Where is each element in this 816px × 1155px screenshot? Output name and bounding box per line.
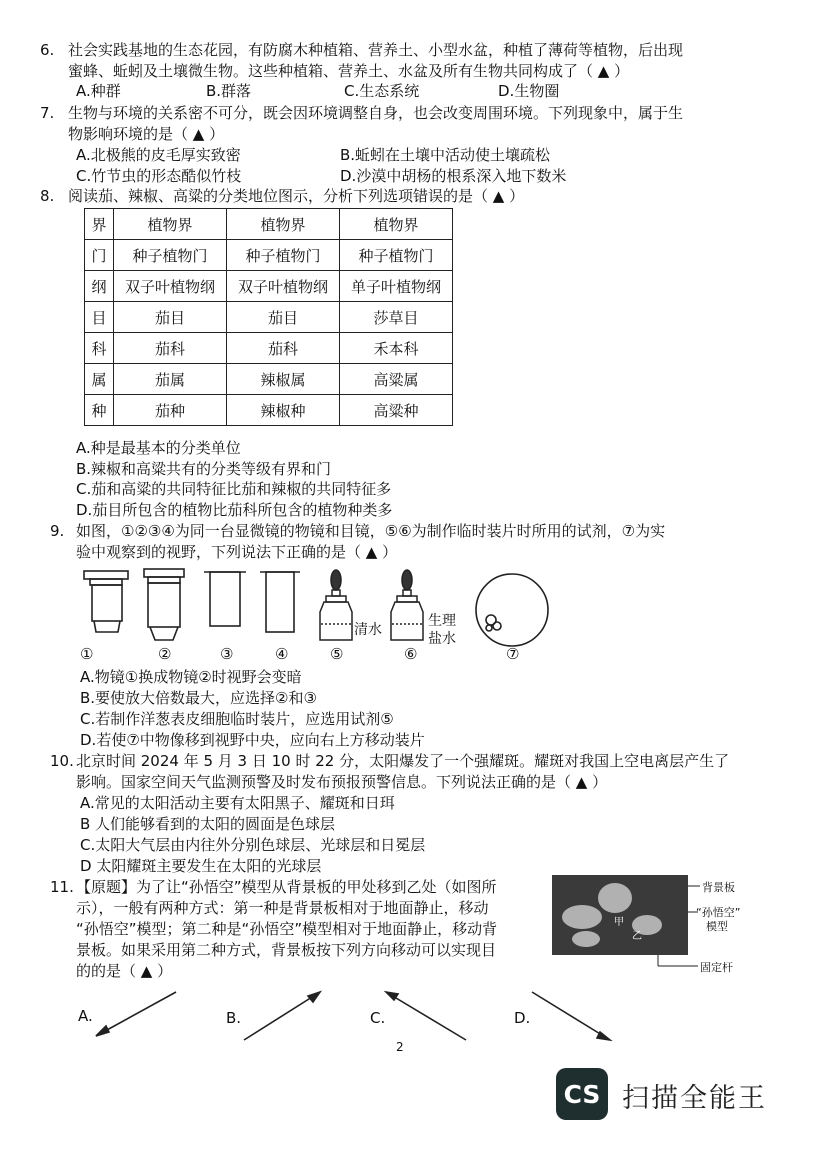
objective-lens-2 xyxy=(144,569,184,640)
field-of-view-7 xyxy=(476,574,548,646)
table-cell: 门 xyxy=(85,240,114,271)
q10-option-c: C.太阳大气层由内往外分别色球层、光球层和日冕层 xyxy=(80,836,426,854)
arrow-option-d xyxy=(532,992,610,1040)
table-cell: 禾本科 xyxy=(340,333,453,364)
q11-stem-line5: 的的是（ ▲ ） xyxy=(76,962,173,980)
q10-number: 10. xyxy=(50,752,74,770)
label-fixed-rod: 固定杆 xyxy=(700,961,733,974)
table-cell: 茄目 xyxy=(114,302,227,333)
reagent-6-label-line2: 盐水 xyxy=(428,631,456,647)
table-cell: 植物界 xyxy=(340,209,453,240)
q7-stem-line1: 生物与环境的关系密不可分，既会因环境调整自身，也会改变周围环境。下列现象中，属于生 xyxy=(68,104,684,122)
q6-option-b: B.群落 xyxy=(206,82,252,100)
q11-stem-line1: 【原题】为了让“孙悟空”模型从背景板的甲处移到乙处（如图所 xyxy=(76,878,497,896)
eyepiece-3 xyxy=(204,572,246,626)
q9-number: 9. xyxy=(50,522,65,540)
q10-option-b: B 人们能够看到的太阳的圆面是色球层 xyxy=(80,815,336,833)
table-cell: 单子叶植物纲 xyxy=(340,271,453,302)
label-6: ⑥ xyxy=(404,645,418,663)
table-cell: 种子植物门 xyxy=(227,240,340,271)
objective-lens-1 xyxy=(84,571,128,632)
table-cell: 纲 xyxy=(85,271,114,302)
q7-option-c: C.竹节虫的形态酷似竹枝 xyxy=(76,167,242,185)
table-cell: 界 xyxy=(85,209,114,240)
table-cell: 高粱种 xyxy=(340,395,453,426)
q6-stem-line2: 蜜蜂、蚯蚓及土壤微生物。这些种植箱、营养土、水盆及所有生物共同构成了（ ▲ ） xyxy=(68,62,630,80)
background-board-photo xyxy=(552,875,688,955)
q8-option-a: A.种是最基本的分类单位 xyxy=(76,439,241,457)
q8-option-c: C.茄和高粱的共同特征比茄和辣椒的共同特征多 xyxy=(76,480,392,498)
table-cell: 茄科 xyxy=(227,333,340,364)
q11-option-a: A. xyxy=(78,1007,93,1025)
q11-stem-line4: 景板。如果采用第二种方式，背景板按下列方向移动可以实现目 xyxy=(76,941,497,959)
label-7: ⑦ xyxy=(506,645,520,663)
table-cell: 植物界 xyxy=(114,209,227,240)
arrow-option-c xyxy=(386,992,466,1040)
q8-option-b: B.辣椒和高粱共有的分类等级有界和门 xyxy=(76,460,332,478)
table-cell: 种 xyxy=(85,395,114,426)
label-3: ③ xyxy=(220,645,234,663)
label-5: ⑤ xyxy=(330,645,344,663)
reagent-5-label: 清水 xyxy=(354,622,382,638)
table-cell: 种子植物门 xyxy=(114,240,227,271)
q6-number: 6. xyxy=(40,41,55,59)
label-background-board: 背景板 xyxy=(702,881,735,894)
q6-stem-line1: 社会实践基地的生态花园，有防腐木种植箱、营养土、小型水盆，种植了薄荷等植物，后出现 xyxy=(68,41,684,59)
table-cell: 高粱属 xyxy=(340,364,453,395)
table-cell: 目 xyxy=(85,302,114,333)
label-model-line1: “孙悟空” xyxy=(696,906,741,919)
table-cell: 植物界 xyxy=(227,209,340,240)
q9-option-d: D.若使⑦中物像移到视野中央，应向右上方移动装片 xyxy=(80,731,425,749)
photo-label-jia: 甲 xyxy=(614,917,624,928)
q10-option-a: A.常见的太阳活动主要有太阳黑子、耀斑和日珥 xyxy=(80,794,395,812)
arrow-option-b xyxy=(244,992,320,1040)
q7-number: 7. xyxy=(40,104,55,122)
scanner-app-name: 扫描全能王 xyxy=(622,1083,767,1114)
label-4: ④ xyxy=(275,645,289,663)
table-cell: 茄种 xyxy=(114,395,227,426)
photo-label-yi: 乙 xyxy=(632,931,642,942)
q10-option-d: D 太阳耀斑主要发生在太阳的光球层 xyxy=(80,857,322,875)
arrow-option-a xyxy=(96,992,176,1036)
eyepiece-4 xyxy=(260,572,300,632)
table-cell: 属 xyxy=(85,364,114,395)
q8-stem-line1: 阅读茄、辣椒、高粱的分类地位图示，分析下列选项错误的是（ ▲ ） xyxy=(68,187,525,205)
table-cell: 茄属 xyxy=(114,364,227,395)
table-cell: 双子叶植物纲 xyxy=(114,271,227,302)
q7-option-b: B.蚯蚓在土壤中活动使土壤疏松 xyxy=(340,146,551,164)
q6-option-d: D.生物圈 xyxy=(498,82,560,100)
page-number: 2 xyxy=(396,1040,404,1054)
q10-stem-line2: 影响。国家空间天气监测预警及时发布预报预警信息。下列说法正确的是（ ▲ ） xyxy=(76,773,608,791)
q6-option-a: A.种群 xyxy=(76,82,121,100)
q9-stem-line2: 验中观察到的视野，下列说法下正确的是（ ▲ ） xyxy=(76,543,398,561)
q11-option-d: D. xyxy=(514,1009,531,1027)
table-cell: 辣椒属 xyxy=(227,364,340,395)
q7-option-a: A.北极熊的皮毛厚实致密 xyxy=(76,146,241,164)
reagent-6-label-line1: 生理 xyxy=(428,613,456,629)
q6-option-c: C.生态系统 xyxy=(344,82,420,100)
label-2: ② xyxy=(158,645,172,663)
q9-option-c: C.若制作洋葱表皮细胞临时装片，应选用试剂⑤ xyxy=(80,710,394,728)
dropper-bottle-5 xyxy=(320,570,352,640)
q11-option-b: B. xyxy=(226,1009,242,1027)
label-1: ① xyxy=(80,645,94,663)
q11-stem-line3: “孙悟空”模型；第二种是“孙悟空”模型相对于地面静止，移动背 xyxy=(76,920,498,938)
table-cell: 茄科 xyxy=(114,333,227,364)
table-cell: 双子叶植物纲 xyxy=(227,271,340,302)
q7-stem-line2: 物影响环境的是（ ▲ ） xyxy=(68,125,225,143)
q11-stem-line2: 示），一般有两种方式：第一种是背景板相对于地面静止，移动 xyxy=(76,899,489,917)
q8-option-d: D.茄目所包含的植物比茄科所包含的植物种类多 xyxy=(76,501,393,519)
table-cell: 科 xyxy=(85,333,114,364)
scanner-logo: CS xyxy=(556,1068,608,1120)
q7-option-d: D.沙漠中胡杨的根系深入地下数米 xyxy=(340,167,567,185)
q8-number: 8. xyxy=(40,187,55,205)
dropper-bottle-6 xyxy=(391,570,423,640)
q11-option-c: C. xyxy=(370,1009,386,1027)
table-cell: 种子植物门 xyxy=(340,240,453,271)
q9-stem-line1: 如图，①②③④为同一台显微镜的物镜和目镜，⑤⑥为制作临时装片时所用的试剂，⑦为实 xyxy=(76,522,666,540)
q9-option-b: B.要使放大倍数最大，应选择②和③ xyxy=(80,689,317,707)
q10-stem-line1: 北京时间 2024 年 5 月 3 日 10 时 22 分，太阳爆发了一个强耀斑。耀斑对我国上空电离层产生了 xyxy=(76,752,730,770)
label-model-line2: 模型 xyxy=(706,920,728,933)
q9-option-a: A.物镜①换成物镜②时视野会变暗 xyxy=(80,668,302,686)
table-cell: 茄目 xyxy=(227,302,340,333)
table-cell: 莎草目 xyxy=(340,302,453,333)
q11-number: 11. xyxy=(50,878,74,896)
table-cell: 辣椒种 xyxy=(227,395,340,426)
